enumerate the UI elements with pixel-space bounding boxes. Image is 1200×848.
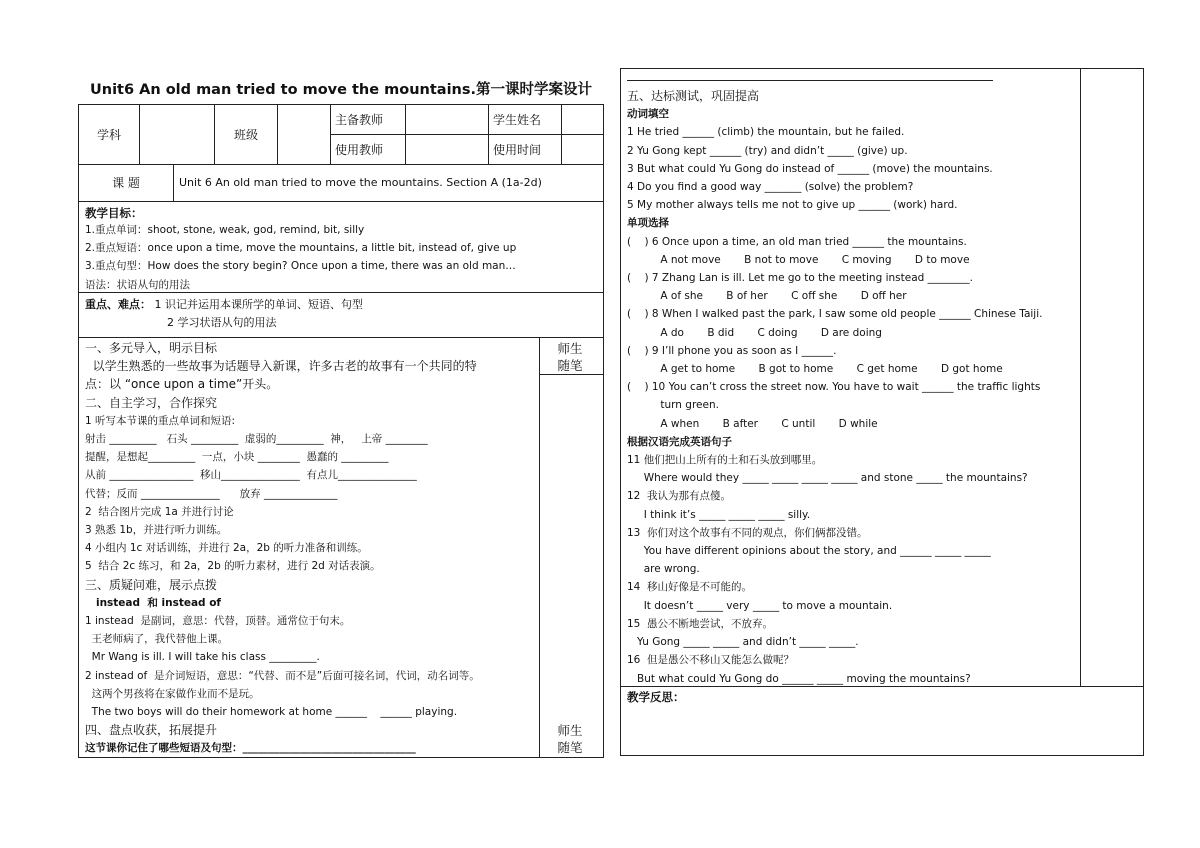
left-body-line: 5 结合 2c 练习，和 2a，2b 的听力素材，进行 2d 对话表演。 — [85, 560, 381, 573]
key-points-line1 — [85, 296, 363, 312]
reflection-label: 教学反思： — [627, 690, 685, 704]
subject-label: 学科 — [79, 105, 140, 165]
key-point-1: 1 识记并运用本课所学的单词、短语、句型 — [154, 298, 363, 311]
left-body-line: 三、质疑问难，展示点拨 — [85, 577, 218, 592]
key-points-section — [78, 292, 604, 338]
right-body-line: I think it’s _____ _____ _____ silly. — [627, 508, 811, 521]
objectives-list — [85, 221, 516, 294]
right-body-line: 14 移山好像是不可能的。 — [627, 581, 753, 594]
right-body-line: Yu Gong _____ _____ and didn’t _____ _____. — [627, 636, 859, 649]
lesson-label: 课 题 — [79, 165, 174, 201]
right-body-line: ( ) 10 You can’t cross the street now. You have to wait ______ the traffic lights — [627, 381, 1041, 394]
left-body-line: 这节课你记住了哪些短语及句型：_________________________________ — [85, 742, 416, 755]
right-body-line: ( ) 8 When I walked past the park, I saw some old people ______ Chinese Taiji. — [627, 308, 1043, 321]
left-body-lines — [85, 339, 537, 758]
right-body-line: 动词填空 — [627, 108, 669, 121]
right-body-line: A not move B not to move C moving D to move — [627, 253, 970, 266]
student-name-label: 学生姓名 — [489, 105, 562, 135]
objectives-section — [78, 201, 604, 293]
left-body-line: 2 instead of 是介词短语，意思：“代替、而不是”后面可接名词，代词，动名词等。 — [85, 669, 480, 682]
right-body-line: 1 He tried ______ (climb) the mountain, but he failed. — [627, 126, 905, 139]
left-body-line: 代替；反而 _______________ 放弃 ______________ — [85, 487, 338, 500]
right-body-line: ( ) 9 I’ll phone you as soon as I ______. — [627, 344, 837, 357]
right-body-line: A do B did C doing D are doing — [627, 326, 882, 339]
right-body-line: ( ) 7 Zhang Lan is ill. Let me go to the meeting instead ________. — [627, 272, 973, 285]
key-points-heading: 重点、难点： — [85, 298, 151, 311]
page-title: Unit6 An old man tried to move the mountains.第一课时学案设计 — [89, 82, 592, 98]
left-body-line: 1 听写本节课的重点单词和短语: — [85, 414, 236, 427]
left-body-line: 一、多元导入，明示目标 — [85, 341, 218, 355]
right-body-line: A when B after C until D while — [627, 417, 878, 430]
right-body-line: You have different opinions about the story, and ______ _____ _____ — [627, 545, 991, 558]
side-note: 师生随笔 — [557, 341, 583, 373]
right-body-line: It doesn’t _____ very _____ to move a mountain. — [627, 599, 893, 612]
header-table — [78, 104, 604, 165]
lesson-value: Unit 6 An old man tried to move the mountains. Section A (1a-2d) — [179, 176, 542, 189]
left-body-line: 4 小组内 1c 对话训练，并进行 2a，2b 的听力准备和训练。 — [85, 542, 368, 555]
objective-line: 3.重点句型：How does the story begin? Once upon a time, there was an old man… — [85, 260, 516, 273]
right-body-line: 5 My mother always tells me not to give up ______ (work) hard. — [627, 199, 958, 212]
right-body-line: are wrong. — [627, 563, 700, 576]
objective-line: 语法：状语从句的用法 — [85, 278, 190, 291]
right-body-line: 15 愚公不断地尝试，不放弃。 — [627, 617, 774, 630]
left-body-line: The two boys will do their homework at home ______ ______ playing. — [85, 706, 458, 719]
left-main-section — [78, 337, 604, 758]
left-body-line: 3 熟悉 1b，并进行听力训练。 — [85, 524, 228, 537]
right-body-line: 3 But what could Yu Gong do instead of ______ (move) the mountains. — [627, 162, 993, 175]
left-body-line: 从前 ________________ 移山_______________ 有点儿_______________ — [85, 469, 417, 482]
left-body-line: Mr Wang is ill. I will take his class _________. — [85, 651, 320, 664]
objective-line: 2.重点短语：once upon a time, move the mountains, a little bit, instead of, give up — [85, 242, 517, 255]
left-body-line: 提醒，是想起_________ 一点，小块 ________ 愚蠢的 _________ — [85, 451, 389, 464]
right-body-line: 根据汉语完成英语句子 — [627, 435, 732, 448]
right-body-line: But what could Yu Gong do ______ _____ moving the mountains? — [627, 672, 971, 685]
right-body-line: 11 他们把山上所有的土和石头放到哪里。 — [627, 454, 823, 467]
class-label: 班级 — [215, 105, 278, 165]
using-teacher-value[interactable] — [406, 135, 489, 165]
right-body-line: 单项选择 — [627, 217, 669, 230]
subject-value[interactable] — [140, 105, 215, 165]
right-body-line: ( ) 6 Once upon a time, an old man tried ______ the mountains. — [627, 235, 967, 248]
right-body-lines — [627, 87, 1079, 688]
student-name-value[interactable] — [562, 105, 604, 135]
right-body-line: 2 Yu Gong kept ______ (try) and didn’t _____ (give) up. — [627, 144, 908, 157]
left-body-line: 2 结合图片完成 1a 并进行讨论 — [85, 505, 234, 518]
lesson-row — [78, 164, 604, 202]
lead-teacher-value[interactable] — [406, 105, 489, 135]
using-teacher-label: 使用教师 — [331, 135, 406, 165]
use-time-label: 使用时间 — [489, 135, 562, 165]
class-value[interactable] — [278, 105, 331, 165]
objective-line: 1.重点单词：shoot, stone, weak, god, remind, bit, silly — [85, 224, 365, 236]
left-body-line: 王老师病了，我代替他上课。 — [85, 633, 229, 646]
use-time-value[interactable] — [562, 135, 604, 165]
right-main-section — [620, 68, 1144, 756]
left-body-line: 以学生熟悉的一些故事为话题导入新课，许多古老的故事有一个共同的特 — [85, 359, 477, 374]
right-body-line: 12 我认为那有点傻。 — [627, 490, 732, 503]
right-body-line: A of she B of her C off she D off her — [627, 290, 907, 303]
right-body-line: Where would they _____ _____ _____ _____ and stone _____ the mountains? — [627, 472, 1028, 485]
left-body-line: 二、自主学习，合作探究 — [85, 395, 218, 410]
left-body-line: 四、盘点收获，拓展提升 — [85, 723, 218, 738]
left-body-line: instead 和 instead of — [85, 596, 222, 609]
key-point-2: 2 学习状语从句的用法 — [167, 316, 277, 329]
side-note-bottom: 师生随笔 — [557, 723, 583, 755]
left-body-line: 点：以 “once upon a time”开头。 — [85, 377, 279, 392]
right-body-line: 五、达标测试，巩固提高 — [627, 89, 760, 103]
right-body-line: turn green. — [627, 399, 719, 412]
right-body-line: 4 Do you find a good way _______ (solve) the problem? — [627, 181, 914, 194]
objectives-heading: 教学目标： — [85, 206, 143, 220]
right-body-line: A get to home B got to home C get home D got home — [627, 363, 1003, 376]
right-body-line: 16 但是愚公不移山又能怎么做呢？ — [627, 654, 795, 667]
left-body-line: 射击 _________ 石头 _________ 虚弱的_________ 神， 上帝 ________ — [85, 433, 428, 446]
left-body-line: 这两个男孩将在家做作业而不是玩。 — [85, 687, 260, 700]
lead-teacher-label: 主备教师 — [331, 105, 406, 135]
right-body-line: 13 你们对这个故事有不同的观点，你们俩都没错。 — [627, 526, 868, 539]
left-body-line: 1 instead 是副词，意思：代替，顶替。通常位于句末。 — [85, 615, 351, 628]
